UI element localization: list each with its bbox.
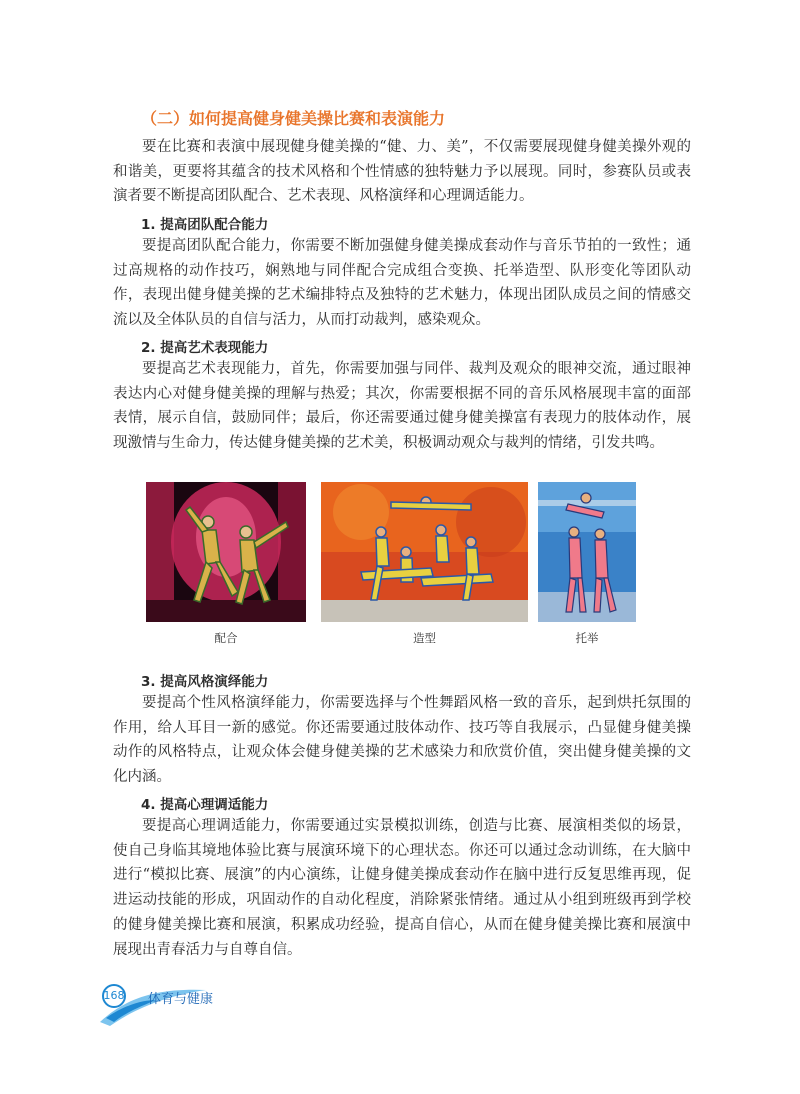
paragraph-artistic-expression: 要提高艺术表现能力，首先，你需要加强与同伴、裁判及观众的眼神交流，通过眼神表达内心对健身健美操的理解与热爱；其次，你需要根据不同的音乐风格展现丰富的面部表情，展示自信，鼓励同伴；最后，你还需要通过健身健美操富有表现力的肢体动作，展现激情与生命力，传达健身健美操的艺术美，积极调动观众与裁判的情绪，引发共鸣。: [113, 361, 691, 452]
paragraph-psychological-adjustment: 要提高心理调适能力，你需要通过实景模拟训练，创造与比赛、展演相类似的场景，使自己身临其境地体验比赛与展演环境下的心理状态。你还可以通过念动训练，在大脑中进行“模拟比赛、展演”的内心演练，让健身健美操成套动作在脑中进行反复思维再现，促进运动技能的形成，巩固动作的自动化程度，消除紧张情绪。通过从小组到班级再到学校的健身健美操比赛和展演，积累成功经验，提高自信心，从而在健身健美操比赛和展演中展现出青春活力与自尊自信。: [113, 818, 691, 958]
paragraph-style-interpretation: 要提高个性风格演绎能力，你需要选择与个性舞蹈风格一致的音乐，起到烘托氛围的作用，给人耳目一新的感觉。你还需要通过肢体动作、技巧等自我展示，凸显健身健美操动作的风格特点，让观众体会健身健美操的艺术感染力和欣赏价值，突出健身健美操的文化内涵。: [113, 695, 691, 786]
subheading-artistic-expression: 2. 提高艺术表现能力: [141, 340, 269, 356]
photo-pair: [146, 482, 306, 622]
caption-lift: 托举: [575, 631, 599, 645]
caption-pair: 配合: [214, 631, 238, 645]
page-number: 168: [103, 989, 125, 1002]
photo-formation: [321, 482, 528, 622]
paragraph-teamwork: 要提高团队配合能力，你需要不断加强健身健美操成套动作与音乐节拍的一致性；通过高规格的动作技巧，娴熟地与同伴配合完成组合变换、托举造型、队形变化等团队动作，表现出健身健美操的艺术编排特点及独特的艺术魅力，体现出团队成员之间的情感交流以及全体队员的自信与活力，从而打动裁判，感染观众。: [113, 238, 691, 329]
intro-paragraph: 要在比赛和表演中展现健身健美操的“健、力、美”，不仅需要展现健身健美操外观的和谐美，更要将其蕴含的技术风格和个性情感的独特魅力予以展现。同时，参赛队员或表演者要不断提高团队配合、艺术表现、风格演绎和心理调适能力。: [113, 139, 691, 205]
subheading-teamwork: 1. 提高团队配合能力: [141, 217, 269, 233]
subheading-psychological-adjustment: 4. 提高心理调适能力: [141, 797, 269, 813]
caption-formation: 造型: [413, 631, 436, 645]
subheading-style-interpretation: 3. 提高风格演绎能力: [141, 674, 269, 690]
photo-lift: [538, 482, 636, 622]
book-title: 体育与健康: [148, 992, 214, 1007]
section-title: （二）如何提高健身健美操比赛和表演能力: [141, 109, 446, 128]
